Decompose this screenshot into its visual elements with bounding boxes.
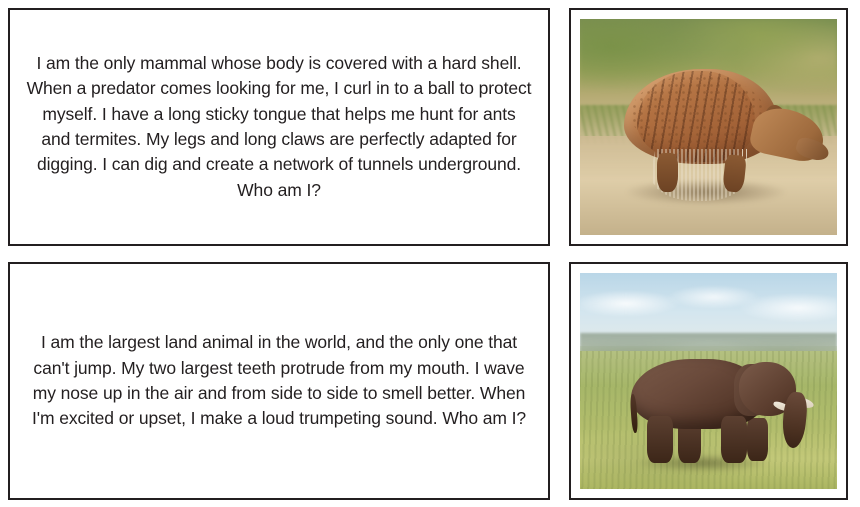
riddle-question-armadillo: Who am I? [237, 179, 321, 200]
card-row-armadillo [0, 8, 860, 246]
riddle-text-elephant [26, 330, 532, 432]
elephant-far-foreleg [747, 418, 768, 461]
armadillo-photo [580, 19, 837, 235]
armadillo-foreleg [657, 153, 678, 192]
image-card-elephant [569, 262, 848, 500]
image-card-armadillo [569, 8, 848, 246]
card-row-elephant [0, 262, 860, 500]
riddle-card-armadillo [8, 8, 550, 246]
riddle-body-armadillo: I am the only mammal whose body is covered with a hard shell. When a predator comes looking for me, I curl in to a ball to protect myself. I have a long sticky tongue that helps me hunt for ants and termites. My legs and long claws are perfectly adapted for digging. I can dig and create a network of tunnels underground. [26, 52, 532, 175]
photo-clouds [580, 282, 837, 325]
riddle-text-armadillo [26, 51, 532, 203]
elephant-foreleg [721, 416, 747, 464]
elephant-photo [580, 273, 837, 489]
riddle-card-elephant [8, 262, 550, 500]
elephant-hindleg [647, 416, 673, 464]
armadillo-shell-texture [631, 75, 765, 153]
riddle-body-elephant: I am the largest land animal in the world, and the only one that can't jump. My two largest teeth protrude from my mouth. I wave my nose up in the air and from side to side to smell better. When I'm excited or upset, I make a loud trumpeting sound. Who am I? [31, 332, 527, 429]
